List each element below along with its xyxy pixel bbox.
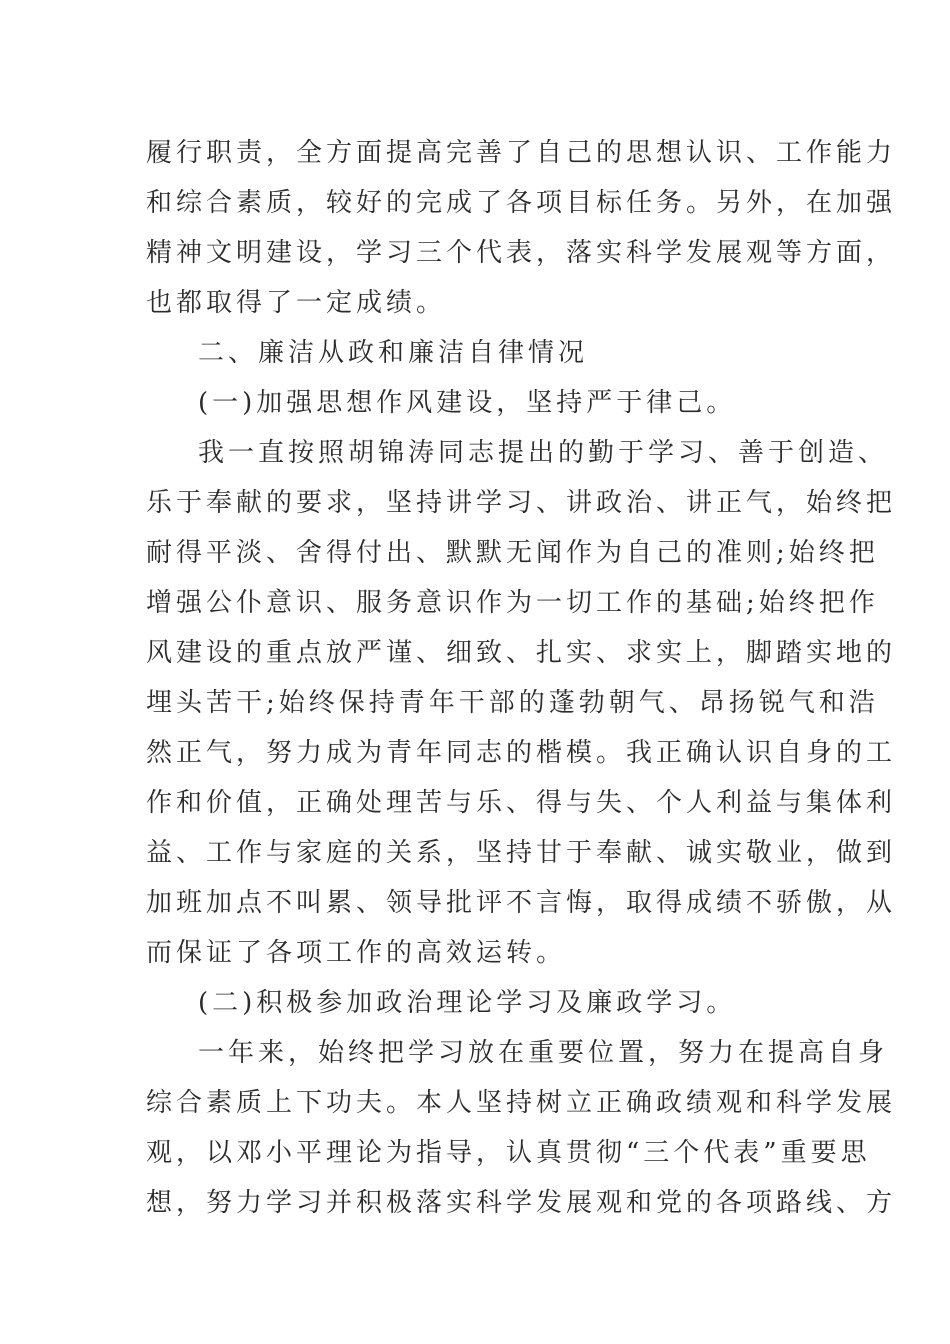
subsection-heading: (一)加强思想作风建设，坚持严于律己。 bbox=[198, 388, 737, 418]
text-line: 精神文明建设，学习三个代表，落实科学发展观等方面， bbox=[146, 238, 897, 268]
text-line: 乐于奉献的要求，坚持讲学习、讲政治、讲正气，始终把 bbox=[146, 488, 897, 518]
document-body bbox=[146, 128, 897, 1228]
text-line: 风建设的重点放严谨、细致、扎实、求实上，脚踏实地的 bbox=[146, 638, 897, 668]
text-line: 也都取得了一定成绩。 bbox=[146, 288, 447, 318]
text-line: 加班加点不叫累、领导批评不言悔，取得成绩不骄傲，从 bbox=[146, 888, 897, 918]
text-line: 履行职责，全方面提高完善了自己的思想认识、工作能力 bbox=[146, 138, 897, 168]
text-line: 观，以邓小平理论为指导，认真贯彻“三个代表”重要思 bbox=[146, 1138, 871, 1168]
text-line: 作和价值，正确处理苦与乐、得与失、个人利益与集体利 bbox=[146, 788, 897, 818]
paragraph-start-line: 我一直按照胡锦涛同志提出的勤于学习、善于创造、 bbox=[198, 438, 889, 468]
text-line: 而保证了各项工作的高效运转。 bbox=[146, 938, 567, 968]
text-line: 然正气，努力成为青年同志的楷模。我正确认识自身的工 bbox=[146, 738, 897, 768]
text-line: 想，努力学习并积极落实科学发展观和党的各项路线、方 bbox=[146, 1188, 897, 1218]
text-line: 埋头苦干;始终保持青年干部的蓬勃朝气、昂扬锐气和浩 bbox=[146, 688, 879, 718]
text-line: 增强公仆意识、服务意识作为一切工作的基础;始终把作 bbox=[146, 588, 879, 618]
subsection-heading: (二)积极参加政治理论学习及廉政学习。 bbox=[198, 988, 737, 1018]
text-line: 耐得平淡、舍得付出、默默无闻作为自己的准则;始终把 bbox=[146, 538, 879, 568]
text-line: 和综合素质，较好的完成了各项目标任务。另外，在加强 bbox=[146, 188, 897, 218]
text-line: 综合素质上下功夫。本人坚持树立正确政绩观和科学发展 bbox=[146, 1088, 897, 1118]
text-line: 益、工作与家庭的关系，坚持甘于奉献、诚实敬业，做到 bbox=[146, 838, 897, 868]
section-heading: 二、廉洁从政和廉洁自律情况 bbox=[198, 338, 589, 368]
paragraph-start-line: 一年来，始终把学习放在重要位置，努力在提高自身 bbox=[198, 1038, 889, 1068]
